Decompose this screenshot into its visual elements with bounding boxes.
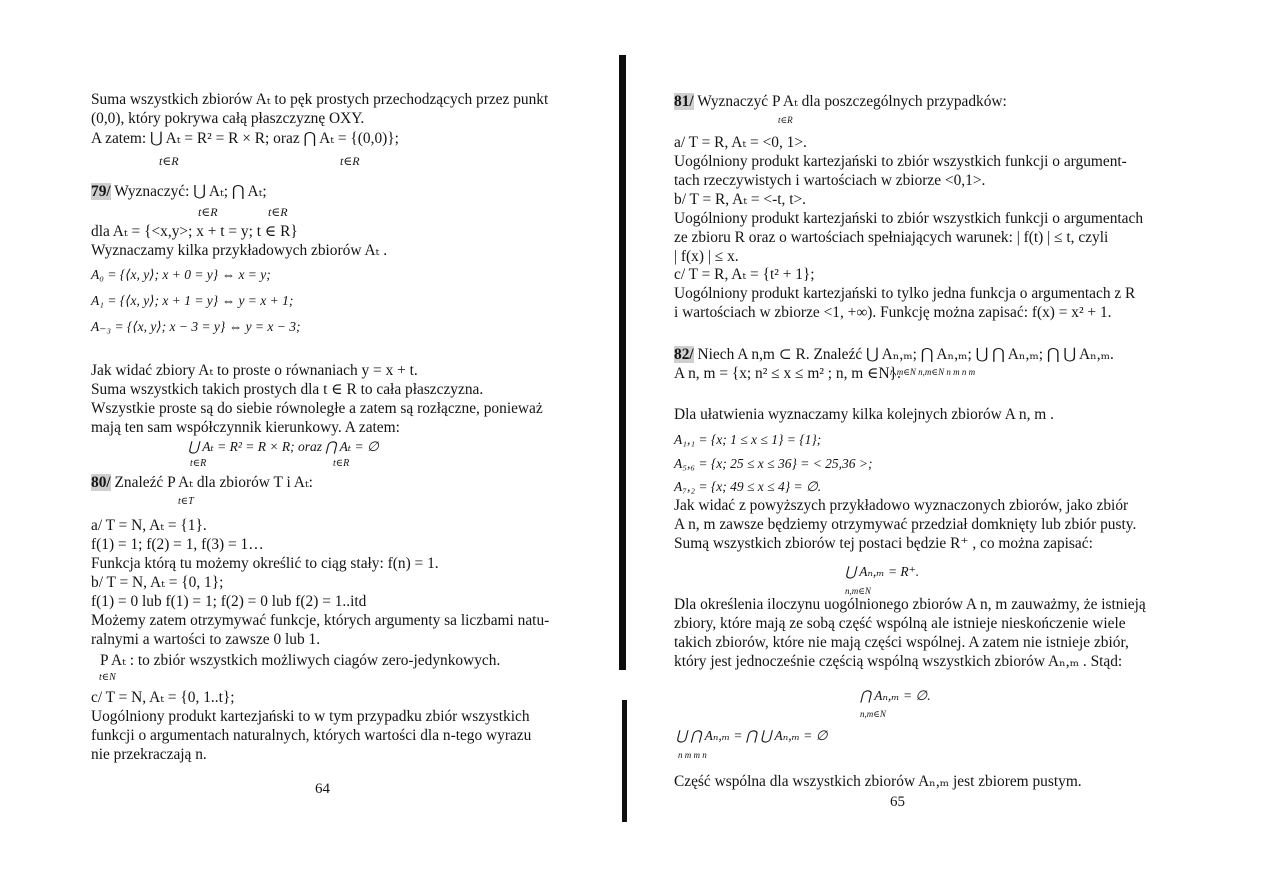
exercise-text: Wyznaczyć P Aₜ dla poszczególnych przypadków: <box>697 93 1007 110</box>
exercise-number: 79/ <box>91 183 111 200</box>
text-line: Suma wszystkich zbiorów Aₜ to pęk prostych przechodzących przez punkt <box>91 91 549 108</box>
exercise-81-heading <box>674 93 1007 111</box>
formula-subscript: n,m∈N <box>845 586 871 596</box>
text-line: f(1) = 0 lub f(1) = 1; f(2) = 0 lub f(2) = 1..itd <box>91 593 367 610</box>
text-line: tach rzeczywistych i wartościach w zbiorze <0,1>. <box>674 172 986 189</box>
formula-subscript: t∈R <box>198 205 218 219</box>
formula-subscript: t∈R <box>268 205 288 219</box>
exercise-text: Niech A n,m ⊂ R. Znaleźć ⋃ Aₙ,ₘ; ⋂ Aₙ,ₘ; ⋃ ⋂ Aₙ,ₘ; ⋂ ⋃ Aₙ,ₘ. <box>697 346 1114 363</box>
text-line: funkcji o argumentach naturalnych, których wartości dla n-tego wyrazu <box>91 727 532 744</box>
text-line: Funkcja którą tu możemy określić to ciąg stały: f(n) = 1. <box>91 555 439 572</box>
book-spine <box>622 700 627 822</box>
text-line: Uogólniony produkt kartezjański to zbiór wszystkich funkcji o argumentach <box>674 210 1144 227</box>
formula-line: A₁,₁ = {x; 1 ≤ x ≤ 1} = {1}; <box>674 432 822 447</box>
exercise-79-heading <box>91 183 267 201</box>
text-line: A n, m = {x; n² ≤ x ≤ m² ; n, m ∈N}. <box>674 365 901 382</box>
text-line: Wyznaczamy kilka przykładowych zbiorów Aₜ . <box>91 242 388 259</box>
text-line: Sumą wszystkich zbiorów tej postaci będzie R⁺ , co można zapisać: <box>674 535 1093 552</box>
exercise-number: 80/ <box>91 474 111 491</box>
formula-line: A₁ = {⟨x, y⟩; x + 1 = y} ⇔ y = x + 1; <box>91 293 294 308</box>
text-line: a/ T = N, Aₜ = {1}. <box>91 517 207 534</box>
text-line: Uogólniony produkt kartezjański to w tym przypadku zbiór wszystkich <box>91 708 530 725</box>
text-line: i wartościach w zbiorze <1, +∞). Funkcję można zapisać: f(x) = x² + 1. <box>674 304 1112 321</box>
text-line: Uogólniony produkt kartezjański to tylko jedna funkcja o argumentach z R <box>674 285 1136 302</box>
formula-subscript: n,m∈N n,m∈N n m n m <box>890 367 976 377</box>
text-line: P Aₜ : to zbiór wszystkich możliwych ciagów zero-jedynkowych. <box>100 652 501 669</box>
text-line: dla Aₜ = {<x,y>; x + t = y; t ∈ R} <box>91 223 298 240</box>
formula-subscript: t∈R <box>778 115 793 125</box>
text-line: f(1) = 1; f(2) = 1, f(3) = 1… <box>91 536 264 553</box>
formula-subscript: t∈R <box>159 154 179 168</box>
text-line: b/ T = N, Aₜ = {0, 1}; <box>91 574 224 591</box>
text-line: który jest jednocześnie częścią wspólną wszystkich zbiorów Aₙ,ₘ . Stąd: <box>674 653 1123 670</box>
book-spine <box>619 55 626 670</box>
formula-line: A₇,₂ = {x; 49 ≤ x ≤ 4} = ∅. <box>674 479 822 494</box>
text-line: Uogólniony produkt kartezjański to zbiór wszystkich funkcji o argument- <box>674 153 1127 170</box>
formula-line: ⋃ Aₜ = R² = R × R; oraz ⋂ Aₜ = ∅ <box>188 439 379 454</box>
formula-subscript: t∈R <box>190 458 207 469</box>
exercise-number: 82/ <box>674 346 694 363</box>
text-line: mają ten sam współczynnik kierunkowy. A zatem: <box>91 419 400 436</box>
formula-line: ⋃ ⋂ Aₙ,ₘ = ⋂ ⋃ Aₙ,ₘ = ∅ <box>676 728 828 743</box>
text-line: c/ T = R, Aₜ = {t² + 1}; <box>674 266 815 283</box>
exercise-text: Znaleźć P Aₜ dla zbiorów T i Aₜ: <box>114 474 313 491</box>
text-line: ze zbioru R oraz o wartościach spełniających warunek: | f(t) | ≤ t, czyli <box>674 229 1109 246</box>
formula-line: A₅,₆ = {x; 25 ≤ x ≤ 36} = < 25,36 >; <box>674 456 873 471</box>
formula-subscript: t∈T <box>178 496 194 507</box>
formula-line: A zatem: ⋃ Aₜ = R² = R × R; oraz ⋂ Aₜ = {(0,0)}; <box>91 130 399 147</box>
formula-subscript: n,m∈N <box>860 709 886 719</box>
text-line: a/ T = R, Aₜ = <0, 1>. <box>674 134 807 151</box>
formula-line: ⋃ Aₙ,ₘ = R⁺. <box>845 564 920 579</box>
text-line: Dla ułatwienia wyznaczamy kilka kolejnych zbiorów A n, m . <box>674 406 1054 423</box>
exercise-82-heading <box>674 346 1114 364</box>
exercise-number: 81/ <box>674 93 694 110</box>
text-line: Jak widać zbiory Aₜ to proste o równaniach y = x + t. <box>91 362 418 379</box>
text-line: Część wspólna dla wszystkich zbiorów Aₙ,ₘ jest zbiorem pustym. <box>674 773 1082 790</box>
page-number: 65 <box>890 794 905 810</box>
text-line: Suma wszystkich takich prostych dla t ∈ R to cała płaszczyzna. <box>91 381 484 398</box>
text-line: Możemy zatem otrzymywać funkcje, których argumenty sa liczbami natu- <box>91 612 550 629</box>
formula-subscript: n m m n <box>678 750 707 760</box>
formula-line: ⋂ Aₙ,ₘ = ∅. <box>860 688 931 703</box>
exercise-text: Wyznaczyć: ⋃ Aₜ; ⋂ Aₜ; <box>114 183 267 200</box>
text-line: A n, m zawsze będziemy otrzymywać przedział domknięty lub zbiór pusty. <box>674 516 1137 533</box>
text-line: c/ T = N, Aₜ = {0, 1..t}; <box>91 689 235 706</box>
text-line: nie przekraczają n. <box>91 746 207 763</box>
text-line: (0,0), który pokrywa całą płaszczyznę OXY. <box>91 110 365 127</box>
text-line: Dla określenia iloczynu uogólnionego zbiorów A n, m zauważmy, że istnieją <box>674 596 1146 613</box>
exercise-80-heading <box>91 474 313 492</box>
left-page <box>0 0 612 893</box>
formula-subscript: t∈N <box>99 672 116 683</box>
text-line: takich zbiorów, które nie mają części wspólnej. A zatem nie istnieje zbiór, <box>674 634 1129 651</box>
text-line: | f(x) | ≤ x. <box>674 248 739 265</box>
text-line: b/ T = R, Aₜ = <-t, t>. <box>674 191 807 208</box>
formula-subscript: t∈R <box>333 458 350 469</box>
right-page <box>630 0 1263 893</box>
text-line: Wszystkie proste są do siebie równoległe a zatem są rozłączne, ponieważ <box>91 400 543 417</box>
page-number: 64 <box>315 781 330 797</box>
formula-line: A₀ = {⟨x, y⟩; x + 0 = y} ⇔ x = y; <box>91 267 271 282</box>
text-line: Jak widać z powyższych przykładowo wyznaczonych zbiorów, jako zbiór <box>674 497 1129 514</box>
text-line: ralnymi a wartości to zawsze 0 lub 1. <box>91 631 321 648</box>
text-line: zbiory, które mają ze sobą część wspólną ale istnieje nieskończenie wiele <box>674 615 1126 632</box>
formula-line: A₋₃ = {⟨x, y⟩; x − 3 = y} ⇔ y = x − 3; <box>91 319 301 334</box>
formula-subscript: t∈R <box>340 154 360 168</box>
